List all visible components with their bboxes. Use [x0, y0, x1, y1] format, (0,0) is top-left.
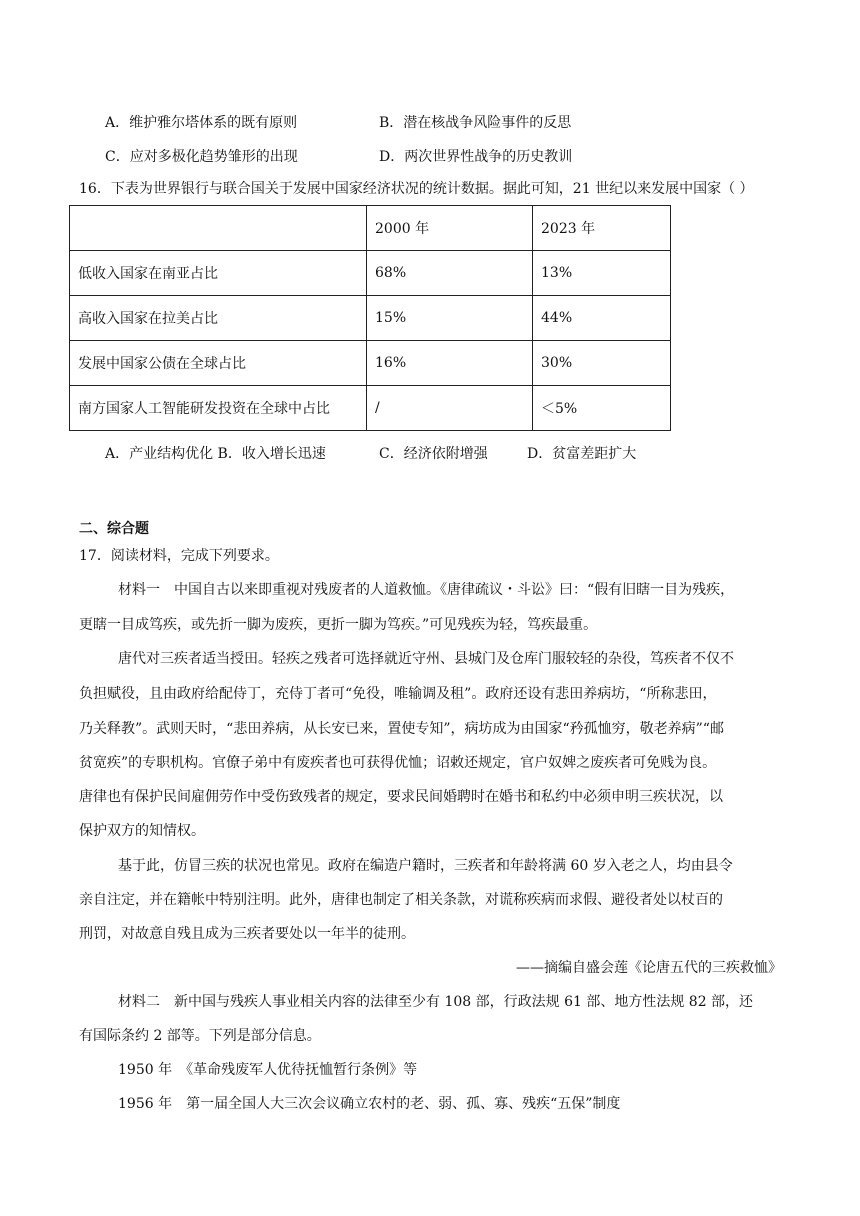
- q16-option-ab: A．产业结构优化 B．收入增长迅速: [105, 446, 326, 462]
- table-cell: 发展中国家公债在全球占比: [70, 341, 367, 386]
- material1-text-line: 负担赋役，且由政府给配侍丁，充侍丁者可“免役，唯输调及租”。政府还设有悲田养病坊，“所称悲田，: [79, 686, 717, 702]
- table-row: [70, 251, 671, 296]
- q17-stem: 17．阅读材料，完成下列要求。: [79, 548, 279, 564]
- q16-option-c: C．经济依附增强: [379, 446, 488, 462]
- material1-text-line: 唐律也有保护民间雇佣劳作中受伤致残者的规定，要求民间婚聘时在婚书和私约中必须申明三疾状况，以: [79, 789, 723, 805]
- table-header-cell: 2000 年: [367, 206, 533, 251]
- table-cell: 30%: [533, 341, 671, 386]
- table-cell: 44%: [533, 296, 671, 341]
- table-header-row: [70, 206, 671, 251]
- material2-text-line: 材料二 新中国与残疾人事业相关内容的法律至少有 108 部，行政法规 61 部、地方性法规 82 部，还: [118, 994, 754, 1010]
- table-cell: 南方国家人工智能研发投资在全球中占比: [70, 386, 367, 431]
- table-cell: 高收入国家在拉美占比: [70, 296, 367, 341]
- table-header-cell: 2023 年: [533, 206, 671, 251]
- material1-text-line: 唐代对三疾者适当授田。轻疾之残者可选择就近守州、县城门及仓库门服较轻的杂役，笃疾者不仅不: [118, 651, 734, 667]
- material1-text-line: 保护双方的知情权。: [79, 823, 205, 839]
- table-cell: 15%: [367, 296, 533, 341]
- table-row: [70, 386, 671, 431]
- q16-stem: 16．下表为世界银行与联合国关于发展中国家经济状况的统计数据。据此可知，21 世纪以来发展中国家（ ）: [79, 181, 754, 197]
- q16-option-d: D．贫富差距扩大: [527, 446, 637, 462]
- material1-text-line: 亲自注定，并在籍帐中特别注明。此外，唐律也制定了相关条款，对谎称疾病而求假、避役者处以杖百的: [79, 892, 723, 908]
- material1-text-line: 刑罚，对故意自残且成为三疾者要处以一年半的徒刑。: [79, 926, 415, 942]
- table-cell: /: [367, 386, 533, 431]
- table-cell: 低收入国家在南亚占比: [70, 251, 367, 296]
- table-cell: ＜5%: [533, 386, 671, 431]
- table-cell: 68%: [367, 251, 533, 296]
- q15-option-b: B．潜在核战争风险事件的反思: [379, 115, 572, 131]
- q15-option-d: D．两次世界性战争的历史教训: [379, 149, 573, 165]
- material2-text-line: 有国际条约 2 部等。下列是部分信息。: [79, 1028, 321, 1044]
- material2-list-item: 1956 年 第一届全国人大三次会议确立农村的老、弱、孤、寡、残疾“五保”制度: [118, 1096, 621, 1112]
- material1-text-line: 基于此，仿冒三疾的状况也常见。政府在编造户籍时，三疾者和年龄将满 60 岁入老之人，均由县令: [118, 858, 733, 874]
- q16-stats-table: [69, 205, 671, 431]
- table-header-cell: [70, 206, 367, 251]
- table-cell: 13%: [533, 251, 671, 296]
- table-cell: 16%: [367, 341, 533, 386]
- material2-list-item: 1950 年 《革命残废军人优待抚恤暂行条例》等: [118, 1062, 418, 1078]
- material1-text-line: 材料一 中国自古以来即重视对残废者的人道救恤。《唐律疏议・斗讼》曰：“假有旧瞎一目为残疾，: [118, 582, 735, 598]
- table-row: [70, 296, 671, 341]
- section-title: 二、综合题: [79, 521, 149, 537]
- material1-text-line: 贫宽疾”的专职机构。官僚子弟中有废疾者也可获得优恤；诏敕还规定，官户奴婢之废疾者可免贱为良。: [79, 755, 717, 771]
- material1-source: ——摘编自盛会莲《论唐五代的三疾救恤》: [516, 960, 782, 976]
- material1-text-line: 乃关释教”。武则天时，“悲田养病，从长安已来，置使专知”，病坊成为由国家“矜孤恤穷，敬老养病”“邮: [79, 721, 724, 737]
- material1-text-line: 更瞎一目成笃疾，或先折一脚为废疾，更折一脚为笃疾。”可见残疾为轻，笃疾最重。: [79, 617, 598, 633]
- q15-option-c: C．应对多极化趋势雏形的出现: [105, 149, 298, 165]
- q15-option-a: A．维护雅尔塔体系的既有原则: [105, 115, 298, 131]
- table-row: [70, 341, 671, 386]
